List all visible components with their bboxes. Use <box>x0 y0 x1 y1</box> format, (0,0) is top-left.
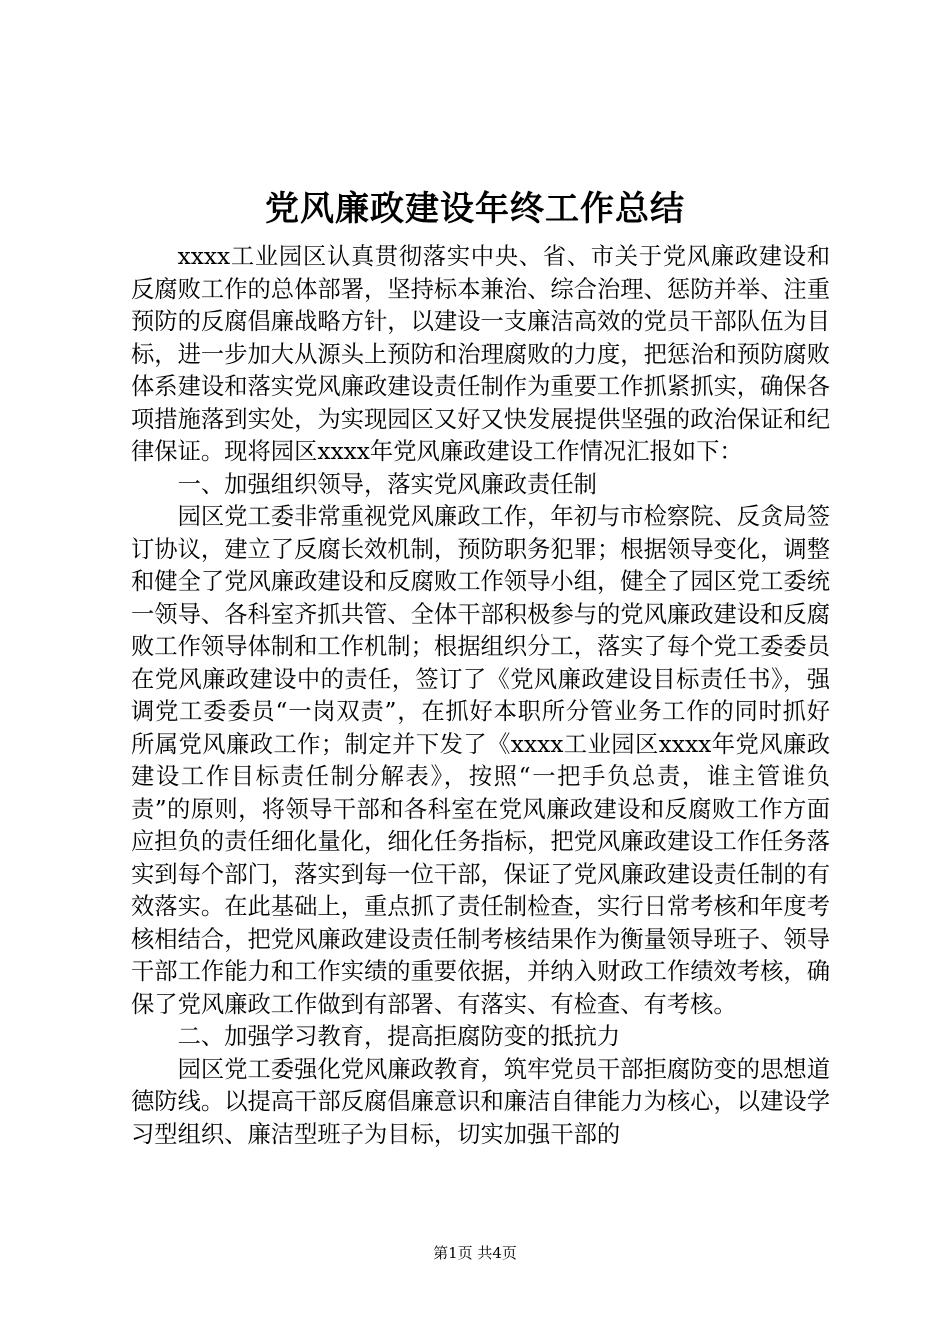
paragraph-section-2: 园区党工委强化党风廉政教育，筑牢党员干部拒腐防变的思想道德防线。以提高干部反腐倡廉意识和廉洁自律能力为核心，以建设学习型组织、廉洁型班子为目标，切实加强干部的 <box>131 1055 830 1148</box>
paragraph-section-1: 园区党工委非常重视党风廉政工作，年初与市检察院、反贪局签订协议，建立了反腐长效机制，预防职务犯罪；根据领导变化，调整和健全了党风廉政建设和反腐败工作领导小组，健全了园区党工委统一领导、各科室齐抓共管、全体干部积极参与的党风廉政建设和反腐败工作领导体制和工作机制；根据组织分工，落实了每个党工委委员在党风廉政建设中的责任，签订了《党风廉政建设目标责任书》，强调党工委委员“一岗双责”，在抓好本职所分管业务工作的同时抓好所属党风廉政工作；制定并下发了《xxxx工业园区xxxx年党风廉政建设工作目标责任制分解表》，按照“一把手负总责，谁主管谁负责”的原则，将领导干部和各科室在党风廉政建设和反腐败工作方面应担负的责任细化量化，细化任务指标，把党风廉政建设工作任务落实到每个部门，落实到每一位干部，保证了党风廉政建设责任制的有效落实。在此基础上，重点抓了责任制检查，实行日常考核和年度考核相结合，把党风廉政建设责任制考核结果作为衡量领导班子、领导干部工作能力和工作实绩的重要依据，并纳入财政工作绩效考核，确保了党风廉政工作做到有部署、有落实、有检查、有考核。 <box>131 503 830 1018</box>
paragraph-intro: xxxx工业园区认真贯彻落实中央、省、市关于党风廉政建设和反腐败工作的总体部署，坚持标本兼治、综合治理、惩防并举、注重预防的反腐倡廉战略方针，以建设一支廉洁高效的党员干部队伍为目标，进一步加大从源头上预防和治理腐败的力度，把惩治和预防腐败体系建设和落实党风廉政建设责任制作为重要工作抓紧抓实，确保各项措施落到实处，为实现园区又好又快发展提供坚强的政治保证和纪律保证。现将园区xxxx年党风廉政建设工作情况汇报如下： <box>131 243 830 465</box>
document-body <box>131 241 830 1151</box>
section-heading-1: 一、加强组织领导，落实党风廉政责任制 <box>177 470 597 498</box>
document-title: 党风廉政建设年终工作总结 <box>265 189 685 229</box>
page-number-footer: 第1页 共4页 <box>433 1244 517 1262</box>
section-heading-2: 二、加强学习教育，提高拒腐防变的抵抗力 <box>177 1023 621 1050</box>
